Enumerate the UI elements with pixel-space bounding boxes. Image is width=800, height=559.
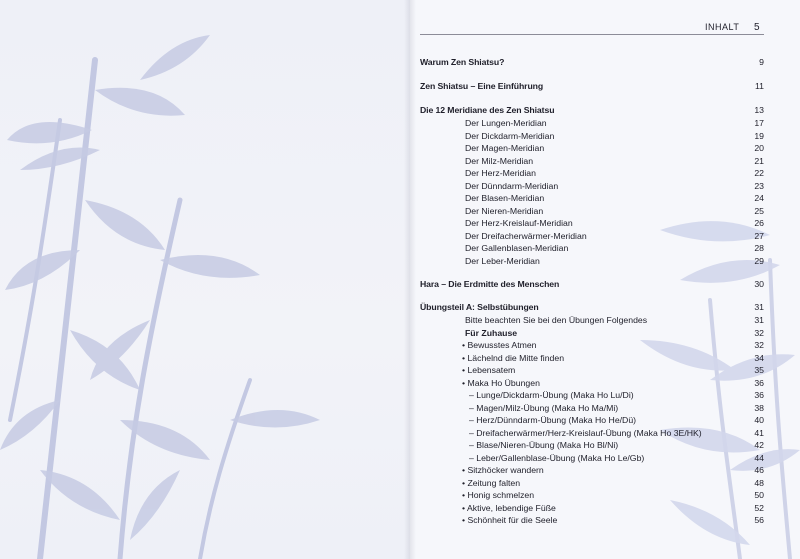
toc-title: Der Herz-Kreislauf-Meridian (465, 218, 573, 228)
toc-entry (420, 339, 764, 352)
toc-entry (420, 389, 764, 402)
toc-title: – Dreifacherwärmer/Herz-Kreislauf-Übung (Maka Ho 3E/HK) (469, 427, 702, 438)
toc-entry (420, 452, 764, 465)
toc-page: 38 (754, 402, 764, 413)
toc-entry (420, 514, 764, 527)
toc-title: Die 12 Meridiane des Zen Shiatsu (420, 105, 555, 115)
toc-page: 17 (754, 118, 764, 128)
toc-entry (420, 205, 764, 218)
toc-entry (420, 414, 764, 427)
toc-title: – Blase/Nieren-Übung (Maka Ho Bl/Ni) (469, 440, 619, 450)
toc-entry (420, 155, 764, 168)
toc-title: Der Magen-Meridian (465, 143, 545, 153)
toc-page: 44 (754, 452, 764, 463)
toc-entry (420, 377, 764, 390)
toc-entry (420, 167, 764, 180)
toc-entry (420, 352, 764, 365)
toc-page: 56 (754, 515, 764, 525)
toc-page: 50 (754, 490, 764, 500)
toc-title: • Aktive, lebendige Füße (462, 502, 556, 513)
toc-title: – Herz/Dünndarm-Übung (Maka Ho He/Dü) (469, 415, 637, 425)
toc-page: 34 (754, 352, 764, 363)
toc-title: Der Dickdarm-Meridian (465, 130, 555, 141)
toc-page: 30 (754, 279, 764, 289)
toc-entry (420, 142, 764, 155)
table-of-contents (420, 55, 764, 527)
toc-title: Der Dünndarm-Meridian (465, 180, 559, 191)
toc-chapter (420, 300, 764, 314)
toc-page: 25 (754, 205, 764, 216)
toc-entry (420, 180, 764, 193)
toc-page: 40 (754, 415, 764, 425)
toc-page: 36 (754, 377, 764, 388)
toc-page: 42 (754, 440, 764, 450)
toc-page: 32 (754, 327, 764, 338)
toc-title: Für Zuhause (465, 327, 518, 338)
toc-page: 29 (754, 255, 764, 266)
toc-page: 36 (754, 390, 764, 400)
toc-page: 46 (754, 465, 764, 475)
toc-title: Übungsteil A: Selbstübungen (420, 302, 539, 312)
toc-page: 48 (754, 477, 764, 488)
toc-entry (420, 439, 764, 452)
toc-entry (420, 427, 764, 440)
toc-title: – Lunge/Dickdarm-Übung (Maka Ho Lu/Di) (469, 390, 634, 400)
toc-title: Der Leber-Meridian (465, 255, 540, 266)
toc-page: 19 (754, 130, 764, 141)
toc-title: – Magen/Milz-Übung (Maka Ho Ma/Mi) (469, 402, 619, 413)
toc-title: Der Gallenblasen-Meridian (465, 243, 569, 253)
toc-title: • Lebensatem (462, 365, 516, 375)
toc-page: 24 (754, 193, 764, 203)
toc-page: 31 (754, 315, 764, 325)
toc-title: Der Herz-Meridian (465, 168, 536, 178)
toc-entry (420, 192, 764, 205)
toc-title: • Sitzhöcker wandern (462, 465, 544, 475)
toc-entry (420, 477, 764, 490)
toc-entry (420, 117, 764, 130)
toc-title: • Lächelnd die Mitte finden (462, 352, 565, 363)
toc-page: 22 (754, 168, 764, 178)
toc-page: 9 (759, 57, 764, 67)
toc-entry (420, 364, 764, 377)
toc-title: Zen Shiatsu – Eine Einführung (420, 81, 544, 91)
toc-entry (420, 242, 764, 255)
toc-title: • Schönheit für die Seele (462, 515, 558, 525)
toc-page: 23 (754, 180, 764, 191)
toc-page: 11 (754, 81, 764, 91)
toc-chapter (420, 55, 764, 69)
toc-title: Der Nieren-Meridian (465, 205, 544, 216)
toc-chapter (420, 103, 764, 117)
toc-chapter (420, 277, 764, 291)
toc-title: • Zeitung falten (462, 477, 521, 488)
toc-page: 26 (754, 218, 764, 228)
toc-title: Hara – Die Erdmitte des Menschen (420, 279, 560, 289)
running-head: INHALT (705, 22, 740, 32)
toc-page: 27 (754, 230, 764, 241)
toc-chapter (420, 79, 764, 93)
toc-page: 21 (754, 155, 764, 166)
toc-entry (420, 217, 764, 230)
toc-entry (420, 255, 764, 268)
toc-page: 13 (754, 105, 764, 115)
toc-title: • Maka Ho Übungen (462, 377, 540, 388)
toc-page: 41 (754, 427, 764, 438)
toc-title: Der Dreifacherwärmer-Meridian (465, 230, 587, 241)
toc-entry (420, 489, 764, 502)
toc-title: Der Milz-Meridian (465, 155, 534, 166)
toc-entry (420, 464, 764, 477)
toc-title: Warum Zen Shiatsu? (420, 57, 505, 67)
toc-title: Bitte beachten Sie bei den Übungen Folgendes (465, 315, 648, 325)
toc-page: 28 (754, 243, 764, 253)
toc-title: Der Blasen-Meridian (465, 193, 545, 203)
header-rule (420, 34, 764, 35)
toc-entry (420, 230, 764, 243)
page-number: 5 (754, 22, 760, 33)
toc-entry (420, 502, 764, 515)
toc-subheading (420, 327, 764, 340)
toc-title: • Honig schmelzen (462, 490, 535, 500)
toc-title: – Leber/Gallenblase-Übung (Maka Ho Le/Gb) (469, 452, 645, 463)
toc-title: Der Lungen-Meridian (465, 118, 547, 128)
toc-page: 35 (754, 365, 764, 375)
toc-page: 52 (754, 502, 764, 513)
toc-page: 31 (754, 302, 764, 312)
toc-title: • Bewusstes Atmen (462, 340, 537, 350)
toc-entry (420, 130, 764, 143)
toc-page: 20 (754, 143, 764, 153)
toc-page: 32 (754, 340, 764, 350)
toc-entry (420, 402, 764, 415)
book-gutter (404, 0, 416, 559)
toc-entry (420, 314, 764, 327)
